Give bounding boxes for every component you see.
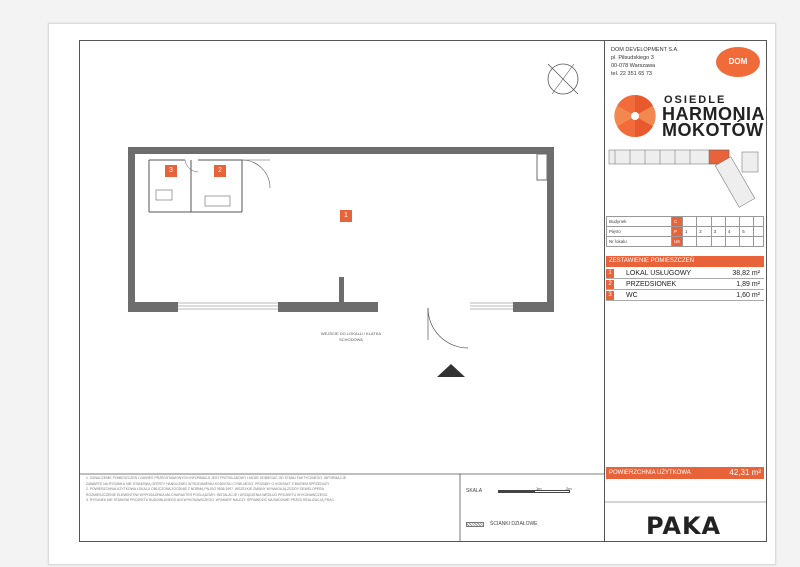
scale-tick: 1m — [536, 486, 542, 491]
toilet-icon — [156, 190, 172, 200]
notes — [86, 476, 460, 504]
total-value: 42,31 m² — [729, 468, 761, 477]
info-value: C — [672, 217, 683, 227]
info-label: Budynek — [607, 217, 672, 227]
room-number: 3 — [606, 291, 614, 300]
developer-info — [611, 46, 679, 78]
info-label: Nr lokalu — [607, 237, 672, 247]
room-row — [606, 268, 764, 279]
key-plan — [609, 150, 758, 207]
info-row-unit — [607, 237, 764, 247]
room-area: 38,82 m² — [732, 270, 760, 277]
developer-phone: tel. 22 351 65 73 — [611, 71, 652, 77]
room-number: 1 — [606, 269, 614, 278]
floor-5: 5 — [740, 227, 754, 237]
logo-small-text: OSIEDLE — [664, 94, 727, 106]
walls-legend-swatch — [466, 522, 484, 527]
note-line: 3. RYSUNEK NIE STANOWI PROJEKTU BUDOWLANEGO ANI WYKONAWCZEGO. WYMIARY NALEŻY SPRAWDZIĆ NA BUDOWIE PRZED REALIZACJĄ PRAC. — [86, 498, 335, 503]
scale-label: SKALA — [466, 488, 483, 494]
developer-city: 00-078 Warszawa — [611, 63, 656, 69]
note-line: 2. POWIERZCHNIA UŻYTKOWA LOKALU OBLICZONA ZGODNIE Z NORMĄ PN-ISO 9836:1997. WSZELKIE ZMIANY WYMAGAJĄ ZGODY DEWELOPERA, — [86, 487, 325, 492]
room-tag-1: 1 — [340, 210, 352, 222]
scale-bar — [498, 490, 570, 493]
sink-icon — [205, 196, 230, 206]
info-value: P — [672, 227, 683, 237]
walls-legend-label: ŚCIANKI DZIAŁOWE — [490, 521, 538, 527]
room-name: PRZEDSIONEK — [626, 281, 677, 288]
total-label: POWIERZCHNIA UŻYTKOWA — [609, 470, 691, 476]
room-number: 2 — [606, 280, 614, 289]
entrance-door — [428, 308, 468, 348]
developer-name: DOM DEVELOPMENT S.A. — [611, 47, 679, 53]
developer-street: pl. Piłsudskiego 3 — [611, 55, 654, 61]
floor-4: 4 — [725, 227, 739, 237]
north-arrow-icon — [548, 64, 578, 94]
logo-line-1: HARMONIA — [662, 104, 765, 124]
floor-3: 3 — [711, 227, 725, 237]
room-area: 1,89 m² — [736, 281, 760, 288]
room-tag-3: 3 — [165, 165, 177, 177]
project-logo — [612, 92, 765, 142]
rooms-header: ZESTAWIENIE POMIESZCZEŃ — [606, 256, 764, 267]
logo-line-2: MOKOTÓW — [662, 120, 764, 140]
room-area: 1,60 m² — [736, 292, 760, 299]
dom-logo: DOM — [716, 47, 760, 77]
info-value: U6 — [672, 237, 683, 247]
paka-logo: PAKA — [646, 512, 722, 540]
note-line: ZAWARTE NA RYSUNKU NIE STANOWIĄ OFERTY HANDLOWEJ W ROZUMIENIU KODEKSU CYWILNEGO. PROSIMY O KONTAKT Z BIUREM SPRZEDAŻY. — [86, 481, 330, 486]
room-row — [606, 279, 764, 290]
info-row-building — [607, 217, 764, 227]
note-line: ROZMIESZCZENIE ELEMENTÓW WYPOSAŻENIA MA CHARAKTER POGLĄDOWY. INSTALACJE I URZĄDZENIA WEDŁUG PROJEKTU WYKONAWCZEGO. — [86, 492, 329, 497]
room-name: WC — [626, 292, 638, 299]
floor-1: 1 — [683, 227, 697, 237]
unit-info-table — [606, 216, 764, 247]
total-area-bar — [606, 467, 764, 479]
info-row-floor — [607, 227, 764, 237]
entrance-arrow-icon — [437, 364, 465, 377]
note-line: 1. OZNACZENIE POMIESZCZEŃ I ZAKRES PRZEDSTAWIONYCH INFORMACJI JEST PRZYKŁADOWY I MOŻE ODBIEGAĆ OD STANU FAKTYCZNEGO. INFORMACJE — [86, 476, 346, 480]
room-tag-2: 2 — [214, 165, 226, 177]
scale-tick: 2m — [566, 486, 572, 491]
info-label: Piętro — [607, 227, 672, 237]
room-row — [606, 290, 764, 301]
floor-2: 2 — [697, 227, 711, 237]
entrance-label: WEJŚCIE DO LOKALU / KLATKA SCHODOWA — [320, 331, 382, 342]
exterior-walls — [128, 147, 554, 312]
room-name: LOKAL USŁUGOWY — [626, 270, 692, 277]
